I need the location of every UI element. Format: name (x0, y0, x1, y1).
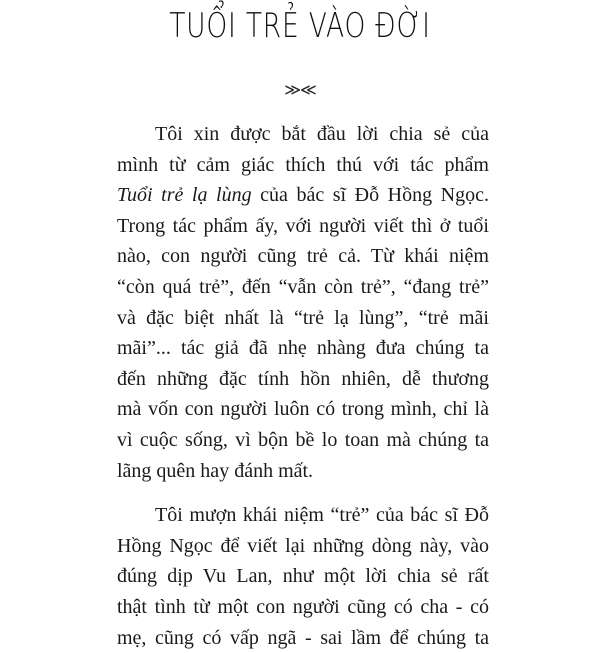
text-line: Trong tác phẩm ấy, với người viết thì ở tuổi (117, 211, 489, 242)
text-line: nào, con người cũng trẻ cả. Từ khái niệm (117, 241, 489, 272)
text-line: Hồng Ngọc để viết lại những dòng này, vào (117, 531, 489, 562)
paragraph-gap (117, 486, 489, 500)
text-line: lãng quên hay đánh mất. (117, 456, 489, 487)
text-line: đến những đặc tính hồn nhiên, dễ thương (117, 364, 489, 395)
text-fragment: của bác sĩ Đỗ Hồng Ngọc. (252, 184, 489, 206)
text-line (117, 180, 489, 211)
book-title-italic: Tuổi trẻ lạ lùng (117, 184, 252, 206)
text-line: mẹ, cũng có vấp ngã - sai lầm để chúng ta (117, 623, 489, 653)
text-line: thật tình từ một con người cũng có cha - có (117, 592, 489, 623)
text-line: vì cuộc sống, vì bộn bề lo toan mà chúng ta (117, 425, 489, 456)
text-line: mà vốn con người luôn có trong mình, chỉ là (117, 394, 489, 425)
chapter-title: TUỔI TRẺ VÀO ĐỜI (66, 6, 534, 46)
body-text (117, 119, 489, 653)
text-line: mình từ cảm giác thích thú với tác phẩm (117, 150, 489, 181)
ornament-divider: ≫≪ (0, 80, 600, 99)
text-line: Tôi xin được bắt đầu lời chia sẻ của (117, 119, 489, 150)
text-line: Tôi mượn khái niệm “trẻ” của bác sĩ Đỗ (117, 500, 489, 531)
text-line: và đặc biệt nhất là “trẻ lạ lùng”, “trẻ mãi (117, 303, 489, 334)
text-line: đúng dịp Vu Lan, như một lời chia sẻ rất (117, 561, 489, 592)
text-line: “còn quá trẻ”, đến “vẫn còn trẻ”, “đang trẻ” (117, 272, 489, 303)
text-line: mãi”... tác giả đã nhẹ nhàng đưa chúng ta (117, 333, 489, 364)
